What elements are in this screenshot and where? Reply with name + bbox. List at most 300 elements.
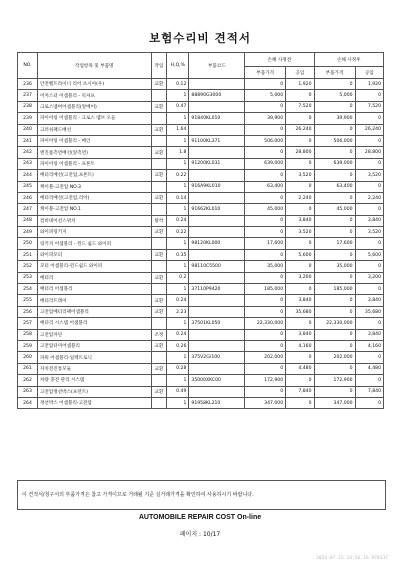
cell-hq: 1.64 — [167, 124, 189, 135]
cell-work: 교환 — [151, 363, 167, 374]
cell-after-part-price: 0 — [314, 340, 355, 351]
cell-item: 파이어링 어셈블리 - 프론트 — [37, 158, 151, 169]
cell-after-labor: 1,920 — [355, 79, 383, 90]
cell-work — [151, 181, 167, 192]
cell-work: 교환 — [151, 295, 167, 306]
cell-item: 고전압터미어셈블리 — [37, 340, 151, 351]
cell-code — [189, 79, 245, 90]
cell-before-labor: 0 — [286, 375, 314, 386]
cell-before-labor: 0 — [286, 238, 314, 249]
cell-work: 교환 — [151, 386, 167, 397]
cell-before-part-price: 0 — [245, 306, 286, 317]
cell-code — [189, 147, 245, 158]
cell-code: 98120KL000 — [189, 238, 245, 249]
cell-work — [151, 284, 167, 295]
cell-after-labor: 0 — [355, 375, 383, 386]
cell-hq: 0.24 — [167, 215, 189, 226]
cell-item: 고전압배터리팩어셈블리 — [37, 306, 151, 317]
cell-after-part-price: 202,000 — [314, 352, 355, 363]
cell-after-labor: 0 — [355, 204, 383, 215]
header-after-part-price: 부품가격 — [314, 67, 355, 79]
cell-after-part-price: 0 — [314, 124, 355, 135]
print-timestamp: 2024-07-15 14:56:16 970337 — [316, 556, 388, 561]
cell-before-labor: 3,840 — [286, 215, 314, 226]
cell-item: 컴비네이션스위치 — [37, 215, 151, 226]
cell-after-part-price: 0 — [314, 170, 355, 181]
cell-item: 모터 어셈블리-윈드쉴드 와이퍼 — [37, 261, 151, 272]
cell-work: 조정 — [151, 329, 167, 340]
cell-hq: 0.49 — [167, 386, 189, 397]
cell-no: 237 — [18, 90, 38, 101]
cell-work — [151, 135, 167, 146]
cell-hq: 0.12 — [167, 79, 189, 90]
cell-before-labor: 0 — [286, 397, 314, 408]
cell-hq: 1 — [167, 135, 189, 146]
cell-after-part-price: 185,000 — [314, 284, 355, 295]
cell-after-labor: 0 — [355, 181, 383, 192]
table-row — [18, 329, 384, 340]
cell-hq: 1 — [167, 318, 189, 329]
cell-after-labor: 4,480 — [355, 363, 383, 374]
table-row — [18, 158, 384, 169]
cell-hq: 0.22 — [167, 227, 189, 238]
cell-hq: 0.24 — [167, 295, 189, 306]
cell-before-part-price: 0 — [245, 386, 286, 397]
cell-hq: 1 — [167, 397, 189, 408]
table-row — [18, 284, 384, 295]
cell-item: 링키지 어셈블리 - 윈드 쉴드 와이퍼 — [37, 238, 151, 249]
cell-after-part-price: 0 — [314, 227, 355, 238]
cell-before-part-price: 22,330,000 — [245, 318, 286, 329]
cell-before-part-price: 0 — [245, 340, 286, 351]
header-before-part-price: 부품가격 — [245, 67, 286, 79]
cell-code — [189, 215, 245, 226]
cell-after-labor: 7,520 — [355, 101, 383, 112]
cell-after-labor: 0 — [355, 238, 383, 249]
cell-before-part-price: 0 — [245, 272, 286, 283]
cell-no: 252 — [18, 261, 38, 272]
cell-code: 91100KL371 — [189, 135, 245, 146]
cell-before-part-price: 5,000 — [245, 90, 286, 101]
cell-after-part-price: 0 — [314, 215, 355, 226]
cell-item: 배터리트레이 — [37, 295, 151, 306]
cell-work: 교환 — [151, 101, 167, 112]
cell-no: 260 — [18, 352, 38, 363]
cell-hq: 1 — [167, 352, 189, 363]
cell-no: 254 — [18, 284, 38, 295]
cell-before-labor: 0 — [286, 284, 314, 295]
cell-code — [189, 170, 245, 181]
table-row — [18, 113, 384, 124]
cell-code — [189, 329, 245, 340]
table-row — [18, 375, 384, 386]
table-row — [18, 306, 384, 317]
cell-after-part-price: 347,000 — [314, 397, 355, 408]
cell-after-part-price: 0 — [314, 272, 355, 283]
header-code: 부품코드 — [189, 53, 245, 79]
cell-before-part-price: 35,000 — [245, 261, 286, 272]
cell-after-labor: 7,840 — [355, 386, 383, 397]
cell-after-part-price: 0 — [314, 79, 355, 90]
cell-item: 차량 충전 관리 시스템 — [37, 375, 151, 386]
page-title: 보험수리비 견적서 — [149, 31, 251, 45]
cell-no: 259 — [18, 340, 38, 351]
cell-code — [189, 295, 245, 306]
cell-item: 배터리배선(고전압,프론트) — [37, 170, 151, 181]
cell-hq: 1 — [167, 261, 189, 272]
cell-item: 파워 어셈블리-일렉트로닉 — [37, 352, 151, 363]
cell-before-labor: 28,800 — [286, 147, 314, 158]
cell-after-labor: 3,840 — [355, 215, 383, 226]
cell-before-labor: 0 — [286, 135, 314, 146]
cell-work — [151, 204, 167, 215]
cell-after-labor: 0 — [355, 90, 383, 101]
cell-no: 247 — [18, 204, 38, 215]
table-row — [18, 90, 384, 101]
cell-before-labor: 7,840 — [286, 386, 314, 397]
cell-no: 261 — [18, 363, 38, 374]
cell-hq: 0.35 — [167, 249, 189, 260]
cell-hq: 0.28 — [167, 363, 189, 374]
cell-after-part-price: 45,000 — [314, 204, 355, 215]
cell-after-labor: 3,520 — [355, 227, 383, 238]
cell-after-part-price: 172,900 — [314, 375, 355, 386]
cell-work: 교환 — [151, 124, 167, 135]
cell-item: 안전벨트라이너 리어 츠시아(우) — [37, 79, 151, 90]
cell-before-labor: 0 — [286, 352, 314, 363]
table-row — [18, 397, 384, 408]
cell-code: 91958KL210 — [189, 397, 245, 408]
cell-after-part-price: 0 — [314, 329, 355, 340]
cell-code: 35000XKC00 — [189, 375, 245, 386]
cell-hq: 1 — [167, 90, 189, 101]
cell-no: 262 — [18, 375, 38, 386]
cell-before-labor: 35,680 — [286, 306, 314, 317]
table-row — [18, 249, 384, 260]
table-row — [18, 340, 384, 351]
cell-after-part-price: 0 — [314, 363, 355, 374]
cell-item: 와이퍼모터 — [37, 249, 151, 260]
cell-item: 배터리 어셈블리 — [37, 284, 151, 295]
cell-before-labor: 2,240 — [286, 192, 314, 203]
cell-after-labor: 35,680 — [355, 306, 383, 317]
cell-work: 탈착 — [151, 215, 167, 226]
cell-after-part-price: 0 — [314, 295, 355, 306]
cell-hq: 0.14 — [167, 192, 189, 203]
cell-code: 88890G3000 — [189, 90, 245, 101]
cell-work: 교환 — [151, 147, 167, 158]
cell-no: 240 — [18, 124, 38, 135]
cell-before-labor: 3,520 — [286, 170, 314, 181]
cell-hq: 0.22 — [167, 170, 189, 181]
cell-hq: 1 — [167, 113, 189, 124]
cell-no: 236 — [18, 79, 38, 90]
cell-after-part-price: 63,400 — [314, 181, 355, 192]
cell-before-labor: 0 — [286, 318, 314, 329]
cell-no: 248 — [18, 215, 38, 226]
table-row — [18, 135, 384, 146]
cell-no: 264 — [18, 397, 38, 408]
cell-code: 91840KL010 — [189, 113, 245, 124]
cell-before-part-price: 639,000 — [245, 158, 286, 169]
table-row — [18, 238, 384, 249]
cell-hq: 0.24 — [167, 329, 189, 340]
cell-no: 249 — [18, 227, 38, 238]
header-hq: H,Q,% — [167, 53, 189, 79]
cell-work: 교환 — [151, 340, 167, 351]
cell-before-part-price: 45,000 — [245, 204, 286, 215]
cell-after-part-price: 22,330,000 — [314, 318, 355, 329]
cell-after-labor: 3,840 — [355, 329, 383, 340]
cell-before-labor: 3,520 — [286, 227, 314, 238]
cell-work: 교환 — [151, 192, 167, 203]
table-row — [18, 192, 384, 203]
cell-code — [189, 272, 245, 283]
cell-after-part-price: 0 — [314, 192, 355, 203]
cell-code — [189, 363, 245, 374]
estimate-table — [17, 52, 384, 409]
cell-item: 파이어링 어셈블리 - 메인 — [37, 135, 151, 146]
cell-before-part-price: 0 — [245, 124, 286, 135]
header-item: 작업항목 및 부품명 — [37, 53, 151, 79]
table-row — [18, 295, 384, 306]
cell-code: 375V2G/100 — [189, 352, 245, 363]
cell-work — [151, 238, 167, 249]
table-row — [18, 215, 384, 226]
cell-before-part-price: 0 — [245, 249, 286, 260]
header-before-labor: 공임 — [286, 67, 314, 79]
table-row — [18, 386, 384, 397]
cell-before-part-price: 0 — [245, 329, 286, 340]
cell-hq: 0.47 — [167, 101, 189, 112]
cell-code: 91200KL031 — [189, 158, 245, 169]
table-row — [18, 272, 384, 283]
cell-hq: 1 — [167, 181, 189, 192]
cell-before-part-price: 39,900 — [245, 113, 286, 124]
cell-before-part-price: 0 — [245, 363, 286, 374]
table-row — [18, 124, 384, 135]
cell-before-part-price: 17,600 — [245, 238, 286, 249]
cell-code: 916A9KL010 — [189, 181, 245, 192]
cell-no: 239 — [18, 113, 38, 124]
cell-before-part-price: 202,000 — [245, 352, 286, 363]
cell-work: 교환 — [151, 306, 167, 317]
cell-work: 교환 — [151, 227, 167, 238]
table-row — [18, 352, 384, 363]
cell-no: 256 — [18, 306, 38, 317]
cell-no: 246 — [18, 192, 38, 203]
cell-after-labor: 0 — [355, 318, 383, 329]
cell-hq: 0.26 — [167, 340, 189, 351]
cell-before-labor: 0 — [286, 204, 314, 215]
cell-item: 자치전진통모듈 — [37, 363, 151, 374]
cell-no: 241 — [18, 135, 38, 146]
cell-code — [189, 227, 245, 238]
table-row — [18, 363, 384, 374]
cell-code — [189, 124, 245, 135]
cell-hq: 1 — [167, 204, 189, 215]
cell-after-labor: 3,200 — [355, 272, 383, 283]
cell-before-labor: 3,200 — [286, 272, 314, 283]
cell-item: 어저스터 어셈블리 - 픽셔프 — [37, 90, 151, 101]
cell-no: 243 — [18, 158, 38, 169]
cell-before-part-price: 0 — [245, 215, 286, 226]
cell-before-labor: 0 — [286, 158, 314, 169]
cell-before-labor: 0 — [286, 113, 314, 124]
cell-work — [151, 113, 167, 124]
cell-after-part-price: 0 — [314, 386, 355, 397]
cell-after-labor: 0 — [355, 113, 383, 124]
cell-after-part-price: 0 — [314, 147, 355, 158]
cell-code — [189, 306, 245, 317]
header-before-group: 손해 사정전 — [245, 53, 314, 67]
cell-hq: 0.2 — [167, 272, 189, 283]
cell-no: 250 — [18, 238, 38, 249]
cell-item: 와이퍼링키지 — [37, 227, 151, 238]
cell-after-part-price: 39,900 — [314, 113, 355, 124]
cell-code: 37110P9420 — [189, 284, 245, 295]
cell-work — [151, 352, 167, 363]
cell-hq: 2.23 — [167, 306, 189, 317]
cell-before-part-price: 506,000 — [245, 135, 286, 146]
cell-item: 배터리배선(고전압,리어) — [37, 192, 151, 203]
table-row — [18, 204, 384, 215]
cell-no: 244 — [18, 170, 38, 181]
cell-code — [189, 340, 245, 351]
cell-item: 고전압자단 — [37, 329, 151, 340]
cell-after-labor: 0 — [355, 135, 383, 146]
cell-before-part-price: 0 — [245, 295, 286, 306]
cell-item: 정션박스 어셈블리-고전압 — [37, 397, 151, 408]
cell-after-labor: 0 — [355, 352, 383, 363]
disclaimer-note: 이 견적서/청구서의 부품가격은 참고 가격이므로 거래될 기준 실거래가격을 확인하여 사용하시기 바랍니다. — [17, 480, 386, 510]
cell-before-labor: 26,240 — [286, 124, 314, 135]
cell-item: 엔진룸측면배선(앞측면) — [37, 147, 151, 158]
table-row — [18, 181, 384, 192]
cell-after-labor: 0 — [355, 261, 383, 272]
table-row — [18, 170, 384, 181]
cell-before-labor: 3,840 — [286, 295, 314, 306]
cell-item: 케이블-고전압 NO.1 — [37, 204, 151, 215]
cell-no: 245 — [18, 181, 38, 192]
cell-item: 크러쉬패드배선 — [37, 124, 151, 135]
table-row — [18, 79, 384, 90]
cell-work: 교환 — [151, 249, 167, 260]
cell-after-labor: 28,800 — [355, 147, 383, 158]
cell-no: 251 — [18, 249, 38, 260]
cell-after-part-price: 17,600 — [314, 238, 355, 249]
cell-after-part-price: 506,000 — [314, 135, 355, 146]
cell-no: 257 — [18, 318, 38, 329]
cell-before-labor: 1,920 — [286, 79, 314, 90]
cell-hq: 1.8 — [167, 147, 189, 158]
cell-after-labor: 0 — [355, 397, 383, 408]
cell-after-part-price: 0 — [314, 249, 355, 260]
cell-after-part-price: 35,000 — [314, 261, 355, 272]
cell-no: 242 — [18, 147, 38, 158]
cell-no: 263 — [18, 386, 38, 397]
cell-code: 37501KL050 — [189, 318, 245, 329]
cell-hq: 1 — [167, 238, 189, 249]
cell-no: 258 — [18, 329, 38, 340]
cell-before-part-price: 0 — [245, 227, 286, 238]
cell-before-part-price: 185,000 — [245, 284, 286, 295]
cell-item: 파이어링 어셈블리 - 크로스 멤브 오들 — [37, 113, 151, 124]
cell-item: 배터리 — [37, 272, 151, 283]
cell-before-labor: 0 — [286, 181, 314, 192]
header-after-labor: 공임 — [355, 67, 383, 79]
cell-item: 고전압정션박스(프런트) — [37, 386, 151, 397]
table-body — [18, 79, 384, 409]
table-row — [18, 261, 384, 272]
page-number: 페이지 : 10/17 — [179, 531, 221, 538]
cell-before-part-price: 0 — [245, 170, 286, 181]
cell-work: 교환 — [151, 170, 167, 181]
cell-hq: 1 — [167, 375, 189, 386]
cell-before-labor: 4,160 — [286, 340, 314, 351]
cell-before-labor: 7,520 — [286, 101, 314, 112]
cell-after-labor: 3,840 — [355, 295, 383, 306]
cell-before-part-price: 172,900 — [245, 375, 286, 386]
header-no: NO. — [18, 53, 38, 79]
cell-code: 98110C5500 — [189, 261, 245, 272]
cell-before-labor: 3,840 — [286, 329, 314, 340]
cell-item: 크로스멤버어셈블리(앞베어) — [37, 101, 151, 112]
cell-before-part-price: 347,000 — [245, 397, 286, 408]
cell-after-part-price: 5,000 — [314, 90, 355, 101]
cell-before-part-price: 0 — [245, 192, 286, 203]
cell-after-part-price: 0 — [314, 306, 355, 317]
cell-item: 배터리 시스템 어셈블리 — [37, 318, 151, 329]
cell-before-part-price: 0 — [245, 79, 286, 90]
cell-work — [151, 90, 167, 101]
cell-before-labor: 5,600 — [286, 249, 314, 260]
cell-code — [189, 386, 245, 397]
cell-work — [151, 375, 167, 386]
cell-code: 91662KL010 — [189, 204, 245, 215]
cell-work — [151, 158, 167, 169]
cell-no: 255 — [18, 295, 38, 306]
table-row — [18, 227, 384, 238]
cell-after-part-price: 639,000 — [314, 158, 355, 169]
cell-work — [151, 397, 167, 408]
cell-code — [189, 101, 245, 112]
cell-after-labor: 4,160 — [355, 340, 383, 351]
cell-no: 253 — [18, 272, 38, 283]
cell-hq: 1 — [167, 158, 189, 169]
cell-after-labor: 5,600 — [355, 249, 383, 260]
cell-no: 238 — [18, 101, 38, 112]
cell-work: 교환 — [151, 272, 167, 283]
cell-work — [151, 261, 167, 272]
cell-after-labor: 0 — [355, 158, 383, 169]
table-row — [18, 101, 384, 112]
cell-before-part-price: 0 — [245, 147, 286, 158]
cell-before-part-price: 63,400 — [245, 181, 286, 192]
header-work: 작업 — [151, 53, 167, 79]
table-row — [18, 318, 384, 329]
cell-before-labor: 0 — [286, 261, 314, 272]
cell-work: 교환 — [151, 79, 167, 90]
cell-before-part-price: 0 — [245, 101, 286, 112]
table-header-row — [18, 53, 384, 67]
cell-after-labor: 0 — [355, 284, 383, 295]
cell-item: 케이블-고전압 NO.3 — [37, 181, 151, 192]
cell-before-labor: 0 — [286, 90, 314, 101]
cell-after-labor: 3,520 — [355, 170, 383, 181]
cell-after-part-price: 0 — [314, 101, 355, 112]
cell-after-labor: 2,240 — [355, 192, 383, 203]
